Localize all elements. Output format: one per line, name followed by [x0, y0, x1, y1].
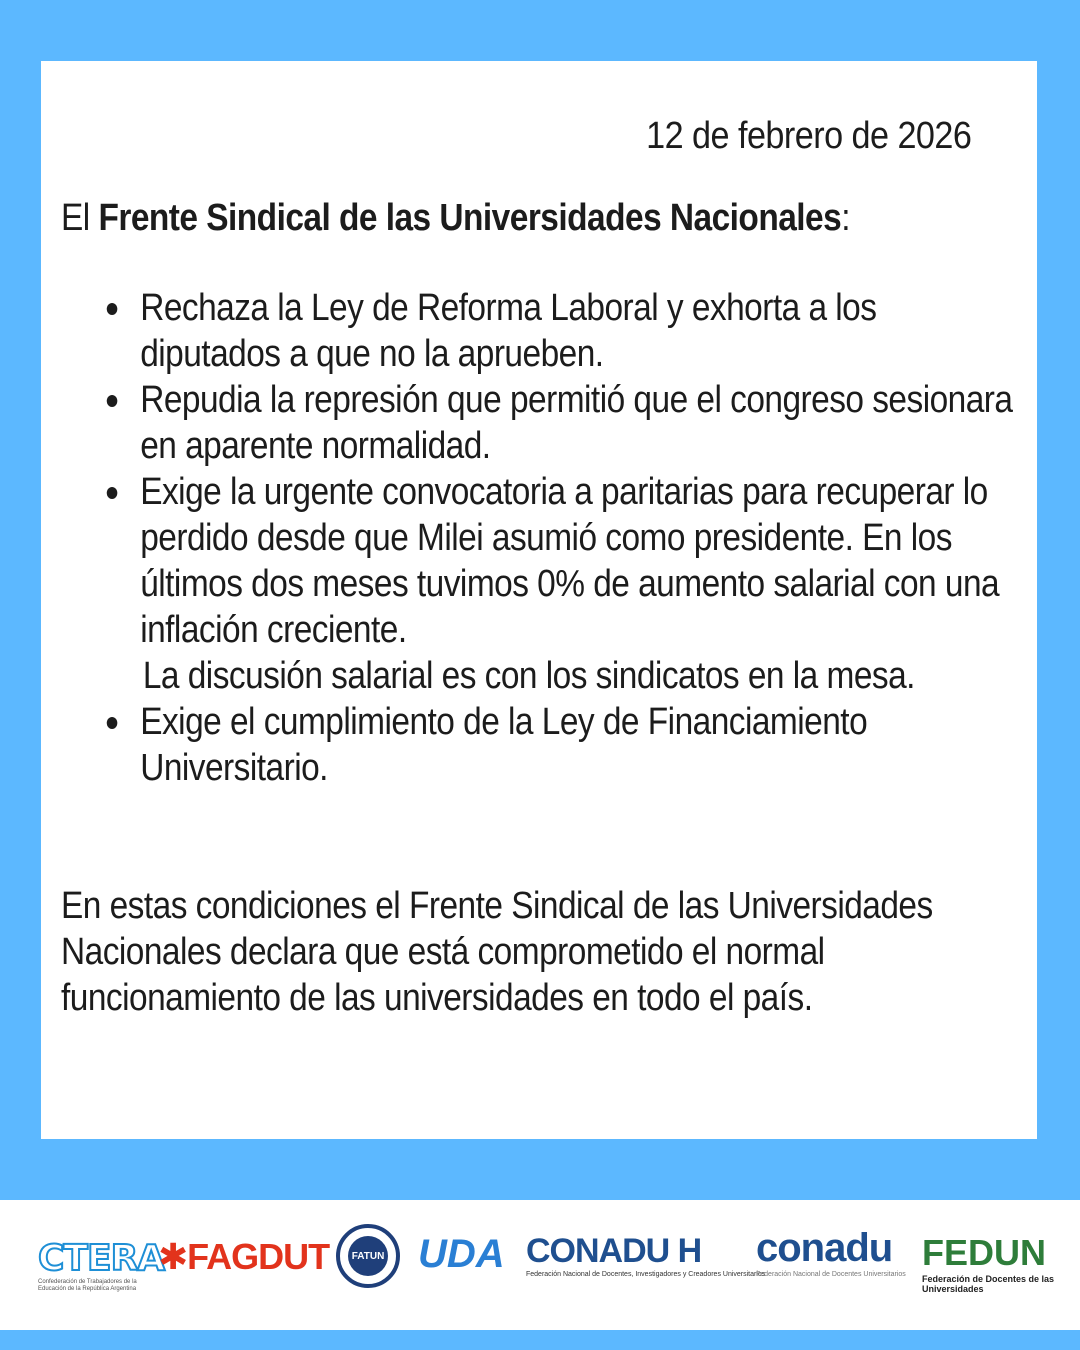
fedun-logo-subtitle: Federación de Docentes de las Universidades: [922, 1274, 1055, 1294]
conadu-historica-logo: [526, 1232, 765, 1279]
statement-card: [41, 61, 1037, 1139]
fagdut-logo: ✱FAGDUT: [158, 1236, 330, 1277]
statement-date: 12 de febrero de 2026: [645, 115, 971, 157]
fatun-logo-name: FATUN: [348, 1236, 388, 1276]
uda-logo: UDA: [418, 1232, 505, 1276]
statement-intro: [61, 195, 850, 241]
bullet-icon: [107, 717, 118, 729]
list-item-text: Rechaza la Ley de Reforma Laboral y exhorta a los diputados a que no la aprueben.: [140, 287, 877, 375]
bottom-bar: [0, 1330, 1080, 1350]
conadu-logo-name: conadu: [756, 1226, 893, 1270]
demands-list: [61, 285, 1020, 791]
ctera-logo-name: CTERA: [38, 1238, 165, 1279]
list-item: [61, 699, 1020, 791]
bullet-icon: [107, 487, 118, 499]
ctera-logo-subtitle: Confederación de Trabajadores de la Educación de la República Argentina: [38, 1279, 137, 1292]
bullet-icon: [107, 303, 118, 315]
conadu-logo-subtitle: Federación Nacional de Docentes Universitarios: [756, 1271, 906, 1278]
fedun-logo: [922, 1232, 1080, 1294]
union-logos-strip: [0, 1200, 1080, 1330]
intro-suffix: :: [841, 197, 850, 239]
list-item-text: Exige el cumplimiento de la Ley de Financiamiento Universitario.: [140, 701, 868, 789]
list-item: [61, 285, 1020, 377]
fatun-logo: [336, 1224, 400, 1288]
closing-paragraph: En estas condiciones el Frente Sindical de las Universidades Nacionales declara que está comprometido el normal funcionamiento de las universidades en todo el país.: [61, 885, 933, 1019]
conaduh-logo-name: CONADU H: [526, 1232, 702, 1270]
bullet-icon: [107, 395, 118, 407]
list-item-text: Repudia la represión que permitió que el congreso sesionara en aparente normalidad.: [140, 379, 1013, 467]
ctera-logo: [38, 1238, 164, 1293]
list-item: [61, 377, 1020, 469]
list-item: [61, 469, 1020, 699]
fedun-logo-name: FEDUN: [922, 1232, 1046, 1273]
intro-organization: Frente Sindical de las Universidades Nacionales: [98, 197, 842, 239]
list-item-text: Exige la urgente convocatoria a paritarias para recuperar lo perdido desde que Milei asumió como presidente. En los últimos dos meses tuvimos 0% de aumento salarial con una inflación creciente.: [140, 471, 1000, 651]
intro-prefix: El: [61, 197, 99, 239]
list-item-extra-text: La discusión salarial es con los sindicatos en la mesa.: [142, 655, 915, 697]
conadu-logo: [756, 1226, 906, 1279]
conaduh-logo-subtitle: Federación Nacional de Docentes, Investigadores y Creadores Universitarios: [526, 1271, 766, 1278]
